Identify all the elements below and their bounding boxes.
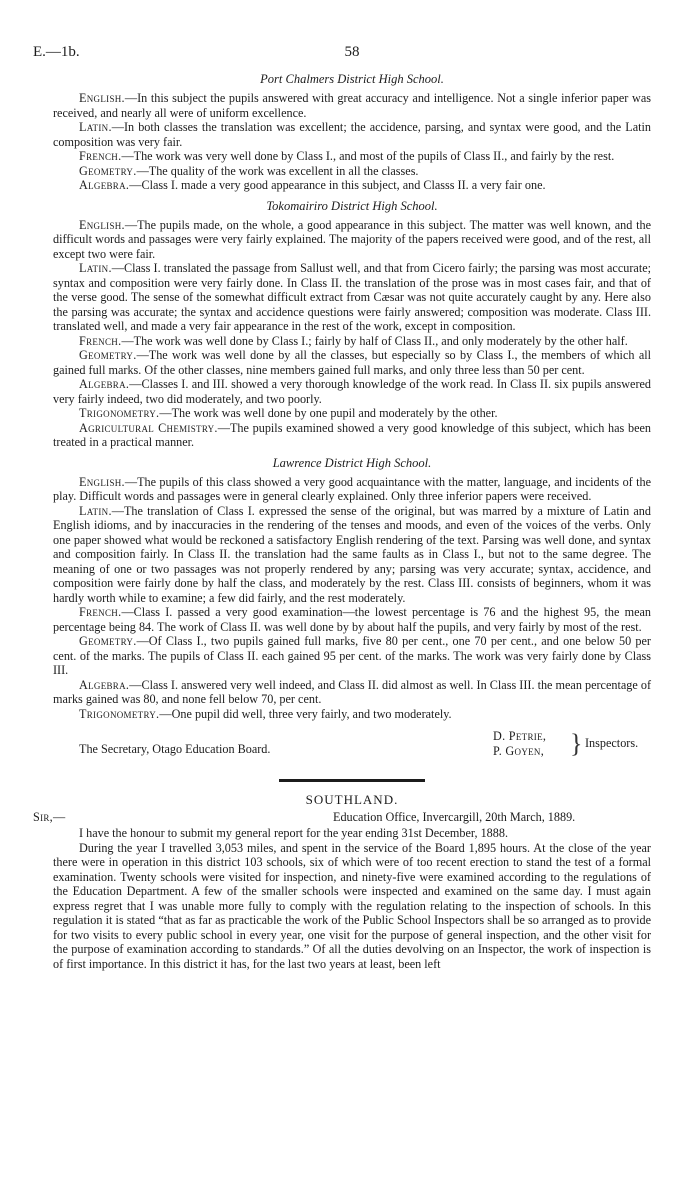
subject-paragraph [53, 707, 651, 722]
page-header [33, 44, 651, 66]
section-title: Lawrence District High School. [272, 455, 432, 470]
subject-heading: Trigonometry. [79, 706, 160, 721]
document-page [33, 44, 651, 971]
subject-text: —The pupils of this class showed a very good acquaintance with the matter, language, and incidents of the play. Difficult words and passages were in general clearly explained. Only three inferior papers were received. [53, 474, 651, 503]
subject-text: —The translation of Class I. expressed the sense of the original, but was marred by a mixture of Latin and English idioms, and by inaccuracies in the rendering of the tenses and moods, and even of the voices of the verbs. Only one paper showed what would be reckoned a satisfactory English rendering of the text. Parsing was well done, and syntax and composition fairly. In Class II. the translation had the same faults as in Class I., but not to the same degree. The meaning of one or two passages was not properly rendered by any; parsing was very accurate; syntax, accidence, and composition were fairly done by half the class, and moderately by the rest. Class III. consists of beginners, whom it was hardly worth while to examine; a few did fairly, and the rest moderately. [53, 503, 651, 605]
school-reports [53, 72, 651, 721]
subject-heading: English. [79, 217, 125, 232]
subject-paragraph [53, 678, 651, 707]
signature-block [53, 729, 651, 763]
subject-paragraph [53, 261, 651, 334]
subject-text: —The work was well done by one pupil and moderately by the other. [159, 406, 498, 420]
section-title: Tokomairiro District High School. [266, 198, 438, 213]
subject-heading: Latin. [79, 503, 112, 518]
subject-heading: Algebra. [79, 677, 130, 692]
region-title: SOUTHLAND. [305, 792, 399, 807]
subject-text: —The work was well done by all the classes, but especially so by Class I., the members of which all gained full marks. Of the other classes, nine members gained full marks, and only three less than 50 per cent. [53, 348, 651, 377]
subject-text: —One pupil did well, three very fairly, and two moderately. [159, 706, 452, 721]
subject-paragraph [53, 164, 651, 179]
subject-heading: Algebra. [79, 377, 130, 391]
subject-paragraph [53, 91, 651, 120]
subject-text: —Of Class I., two pupils gained full marks, five 80 per cent., one 70 per cent., and one below 50 per cent. of the marks. The pupils of Class II. each gained 95 per cent. of the marks. The work was very fairly done by Class III. [53, 634, 651, 677]
subject-heading: French. [79, 605, 122, 619]
subject-text: —Class I. made a very good appearance in this subject, and Classs II. a very fair one. [129, 178, 546, 192]
subject-heading: Algebra. [79, 178, 130, 192]
subject-paragraph [53, 605, 651, 634]
salutation: Sir,— [33, 810, 66, 824]
subject-paragraph [53, 178, 651, 193]
subject-heading: Latin. [79, 120, 112, 134]
subject-heading: Geometry. [79, 163, 137, 178]
subject-paragraph [53, 149, 651, 164]
letter-address: Education Office, Invercargill, 20th March, 1889. [333, 810, 576, 824]
subject-heading: Latin. [79, 261, 112, 275]
subject-paragraph [53, 377, 651, 406]
section-title: Port Chalmers District High School. [260, 72, 444, 86]
subject-text: —The quality of the work was excellent in all the classes. [136, 163, 419, 178]
subject-heading: Trigonometry. [79, 406, 160, 420]
subject-heading: Geometry. [79, 348, 137, 362]
section-divider [279, 779, 425, 782]
subject-text: —Class I. answered very well indeed, and Class II. did almost as well. In Class III. the mean percentage of marks gained was 80, and none fell below 70, per cent. [53, 677, 651, 706]
subject-text: —In both classes the translation was excellent; the accidence, parsing, and syntax were good, and the Latin composition was very fair. [53, 120, 651, 149]
subject-text: —Class I. passed a very good examination—the lowest percentage is 76 and the highest 95, the mean percentage being 84. The work of Class II. was well done by by about half the pupils, and very fairly by most of the rest. [53, 605, 651, 634]
subject-heading: Geometry. [79, 634, 137, 648]
subject-paragraph [53, 334, 651, 349]
addressee: The Secretary, Otago Education Board. [79, 742, 271, 756]
subject-paragraph [53, 406, 651, 421]
subject-text: —In this subject the pupils answered with great accuracy and intelligence. Not a single inferior paper was received, and nearly all were of uniform excellence. [53, 91, 651, 120]
subject-heading: English. [79, 474, 125, 489]
subject-paragraph [53, 120, 651, 149]
subject-paragraph [53, 421, 651, 450]
subject-heading: French. [79, 333, 122, 348]
subject-paragraph [53, 475, 651, 504]
subject-text: —The work was well done by Class I.; fairly by half of Class II., and only moderately by the other half. [121, 333, 628, 348]
inspector-name: P. Goyen, [493, 743, 545, 758]
subject-heading: English. [79, 91, 125, 105]
subject-heading: Agricultural Chemistry. [79, 420, 218, 435]
paragraph: I have the honour to submit my general report for the year ending 31st December, 1888. [79, 826, 508, 840]
letter-heading [33, 810, 651, 826]
inspector-names [493, 729, 546, 758]
subject-text: —Classes I. and III. showed a very thorough knowledge of the work read. In Class II. six pupils answered very fairly indeed, two did moderately, and two poorly. [53, 377, 651, 406]
inspectors-role: Inspectors. [585, 736, 639, 750]
subject-paragraph [53, 634, 651, 678]
subject-text: —The work was very well done by Class I., and most of the pupils of Class II., and fairly by the rest. [121, 149, 615, 163]
subject-heading: French. [79, 149, 122, 163]
subject-text: —The pupils made, on the whole, a good appearance in this subject. The matter was well known, and the difficult words and passages were very fairly explained. The majority of the papers received were good, and of the rest, all except two were fair. [53, 217, 651, 261]
inspector-name: D. Petrie, [493, 729, 547, 743]
subject-text: —Class I. translated the passage from Sallust well, and that from Cicero fairly; the parsing was most accurate; syntax and composition were very fairly done. In Class II. the translation of the prose was in most cases fair, and that of the verse good. The sense of the somewhat difficult extract from Cæsar was not quite accurately caught by any. Here also the parsing was accurate; the syntax and accidence questions were fairly answered; composition was moderate. Class III. translated well, and made a very fair appearance in the rest of the work, except in composition. [53, 261, 651, 333]
subject-text: —The pupils examined showed a very good knowledge of this subject, which has been treated in a practical manner. [53, 420, 651, 449]
page-number: 58 [344, 44, 360, 60]
document-reference: E.—1b. [33, 44, 80, 60]
subject-paragraph [53, 504, 651, 606]
subject-paragraph [53, 348, 651, 377]
subject-paragraph [53, 218, 651, 262]
brace-mark: } [570, 729, 583, 758]
paragraph: During the year I travelled 3,053 miles, and spent in the service of the Board 1,895 hours. At the close of the year there were in operation in this district 103 schools, six of which were of too recent erection to stand the test of a formal examination. Twenty schools were visited for inspection, and ninety-five were examined according to the regulations of the Education Department. A few of the smaller schools were inspected and examined on the same day. I must again express regret that I was unable more fully to comply with the regulation relating to the inspection of schools. In this regulation it is stated “that as far as practicable the work of the Public School Inspectors shall be so arranged as to provide for two visits to every public school in every year, one visit for the purpose of general inspection, and the other visit for the purpose of examination according to standards.” Of all the duties devolving on an Inspector, the work of inspection is of first importance. In this district it has, for the last two years at least, been left [53, 840, 651, 971]
